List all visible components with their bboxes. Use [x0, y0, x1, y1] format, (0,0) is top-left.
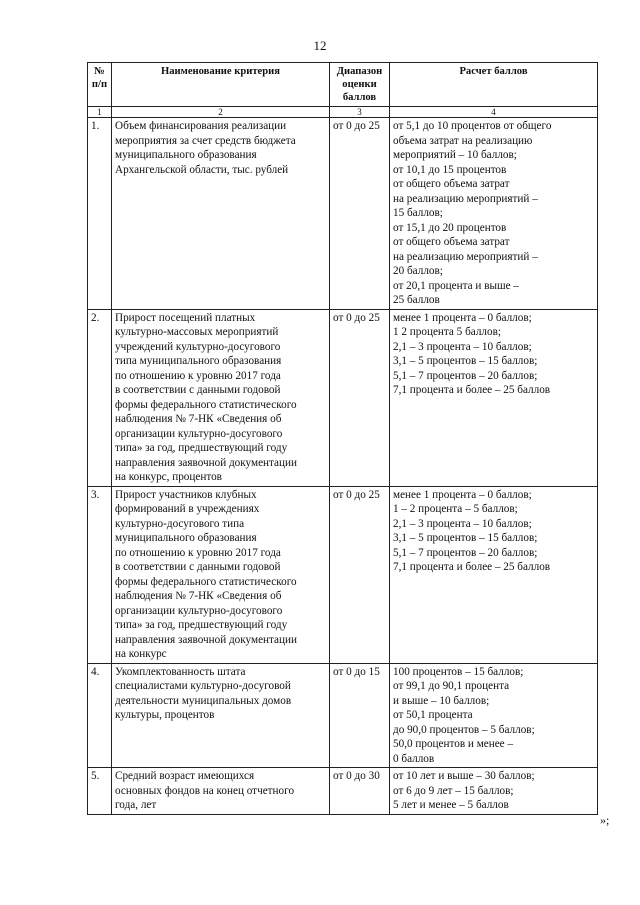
criterion-name-line: формы федерального статистического [115, 398, 297, 411]
column-number: 3 [330, 107, 390, 118]
criteria-table [87, 62, 598, 815]
header-criterion-name: Наименование критерия [112, 63, 330, 107]
criterion-name-line: года, лет [115, 799, 157, 811]
criterion-name-line: муниципального образования [115, 149, 257, 161]
score-calculation-line: 3,1 – 5 процентов – 15 баллов; [393, 532, 538, 544]
criterion-name-line: организации культурно-досугового [115, 604, 283, 617]
score-calculation-line: от общего объема затрат [393, 236, 510, 248]
score-calculation-line: от 5,1 до 10 процентов от общего [393, 120, 552, 132]
score-calculation-line: 5,1 – 7 процентов – 20 баллов; [393, 546, 538, 559]
score-calculation-line: объема затрат на реализацию [393, 134, 533, 147]
table-row [88, 486, 598, 663]
criterion-name-line: в соответствии с данными годовой [115, 384, 281, 396]
score-calculation-line: от 15,1 до 20 процентов [393, 221, 507, 234]
score-calculation-line: 50,0 процентов и менее – [393, 738, 514, 750]
score-calculation-line: 7,1 процента и более – 25 баллов [393, 384, 551, 396]
column-number: 4 [390, 107, 598, 118]
criterion-name-line: мероприятия за счет средств бюджета [115, 134, 296, 147]
criterion-name-line: муниципального образования [115, 532, 257, 544]
criterion-name-line: на конкурс, процентов [115, 471, 222, 483]
row-number: 2. [88, 309, 112, 486]
score-calculation [390, 663, 598, 768]
column-number: 2 [112, 107, 330, 118]
criterion-name-line: Прирост посещений платных [115, 311, 256, 324]
row-number: 3. [88, 486, 112, 663]
score-calculation-line: 1 2 процента 5 баллов; [393, 326, 501, 338]
criterion-name [112, 309, 330, 486]
score-range: от 0 до 30 [330, 768, 390, 815]
score-calculation-line: от 50,1 процента [393, 709, 473, 721]
criterion-name-line: типа» за год, предшествующий году [115, 442, 288, 454]
score-calculation-line: 25 баллов [393, 294, 440, 306]
criterion-name-line: культурно-массовых мероприятий [115, 326, 279, 338]
score-range: от 0 до 25 [330, 309, 390, 486]
score-calculation-line: 3,1 – 5 процентов – 15 баллов; [393, 355, 538, 367]
table-row [88, 309, 598, 486]
criterion-name-line: формирований в учреждениях [115, 503, 260, 515]
criterion-name-line: специалистами культурно-досуговой [115, 680, 291, 692]
header-score-calculation: Расчет баллов [390, 63, 598, 107]
column-number: 1 [88, 107, 112, 118]
score-calculation-line: 20 баллов; [393, 265, 443, 277]
table-row [88, 768, 598, 815]
criterion-name [112, 663, 330, 768]
criterion-name-line: типа муниципального образования [115, 355, 282, 367]
criterion-name-line: на конкурс [115, 648, 167, 660]
criterion-name-line: учреждений культурно-досугового [115, 340, 281, 353]
score-calculation-line: 0 баллов [393, 752, 435, 765]
criterion-name-line: в соответствии с данными годовой [115, 561, 281, 573]
criterion-name-line: направления заявочной документации [115, 633, 297, 646]
row-number: 1. [88, 118, 112, 310]
score-calculation-line: от 10,1 до 15 процентов [393, 163, 507, 176]
score-calculation-line: 2,1 – 3 процента – 10 баллов; [393, 517, 532, 530]
score-calculation-line: 7,1 процента и более – 25 баллов [393, 561, 551, 573]
criterion-name-line: культурно-досугового типа [115, 517, 245, 530]
score-calculation-line: до 90,0 процентов – 5 баллов; [393, 723, 535, 736]
score-calculation-line: менее 1 процента – 0 баллов; [393, 488, 532, 501]
criterion-name-line: деятельности муниципальных домов [115, 694, 292, 707]
criterion-name-line: Средний возраст имеющихся [115, 770, 255, 782]
score-calculation-line: 15 баллов; [393, 207, 443, 219]
table-row [88, 118, 598, 310]
score-calculation-line: менее 1 процента – 0 баллов; [393, 311, 532, 324]
header-row [88, 63, 598, 107]
score-calculation-line: мероприятий – 10 баллов; [393, 149, 517, 161]
score-calculation-line: 2,1 – 3 процента – 10 баллов; [393, 340, 532, 353]
table-row [88, 663, 598, 768]
score-calculation [390, 118, 598, 310]
criterion-name-line: Прирост участников клубных [115, 488, 257, 501]
score-calculation-line: 1 – 2 процента – 5 баллов; [393, 503, 518, 515]
criterion-name-line: типа» за год, предшествующий году [115, 619, 288, 631]
criterion-name-line: наблюдения № 7-НК «Сведения об [115, 413, 282, 425]
criterion-name [112, 486, 330, 663]
criterion-name-line: Объем финансирования реализации [115, 120, 287, 132]
score-calculation-line: от 6 до 9 лет – 15 баллов; [393, 784, 514, 797]
criterion-name-line: основных фондов на конец отчетного [115, 784, 295, 797]
score-calculation-line: на реализацию мероприятий – [393, 192, 538, 205]
row-number: 5. [88, 768, 112, 815]
criterion-name-line: по отношению к уровню 2017 года [115, 546, 281, 559]
column-numbers-row [88, 107, 598, 118]
score-calculation-line: 5,1 – 7 процентов – 20 баллов; [393, 369, 538, 382]
score-calculation-line: от 20,1 процента и выше – [393, 279, 519, 292]
header-number: № п/п [88, 63, 112, 107]
criterion-name-line: Архангельской области, тыс. рублей [115, 163, 289, 176]
score-range: от 0 до 25 [330, 486, 390, 663]
criterion-name-line: направления заявочной документации [115, 456, 297, 469]
score-calculation [390, 309, 598, 486]
criterion-name-line: культуры, процентов [115, 709, 215, 721]
score-calculation [390, 486, 598, 663]
score-calculation-line: и выше – 10 баллов; [393, 694, 490, 707]
criterion-name [112, 118, 330, 310]
score-calculation [390, 768, 598, 815]
score-calculation-line: от общего объема затрат [393, 178, 510, 190]
criterion-name-line: организации культурно-досугового [115, 427, 283, 440]
criterion-name-line: Укомплектованность штата [115, 665, 246, 678]
score-calculation-line: от 99,1 до 90,1 процента [393, 680, 510, 692]
score-range: от 0 до 25 [330, 118, 390, 310]
score-calculation-line: на реализацию мероприятий – [393, 250, 538, 263]
score-calculation-line: 5 лет и менее – 5 баллов [393, 799, 509, 811]
score-calculation-line: 100 процентов – 15 баллов; [393, 665, 524, 678]
header-score-range: Диапазон оценки баллов [330, 63, 390, 107]
criterion-name-line: формы федерального статистического [115, 575, 297, 588]
score-calculation-line: от 10 лет и выше – 30 баллов; [393, 770, 535, 782]
closing-quote-mark: »; [600, 813, 610, 827]
criterion-name [112, 768, 330, 815]
criterion-name-line: по отношению к уровню 2017 года [115, 369, 281, 382]
criteria-body [88, 118, 598, 815]
criterion-name-line: наблюдения № 7-НК «Сведения об [115, 590, 282, 602]
page-number: 12 [313, 38, 327, 53]
score-range: от 0 до 15 [330, 663, 390, 768]
row-number: 4. [88, 663, 112, 768]
